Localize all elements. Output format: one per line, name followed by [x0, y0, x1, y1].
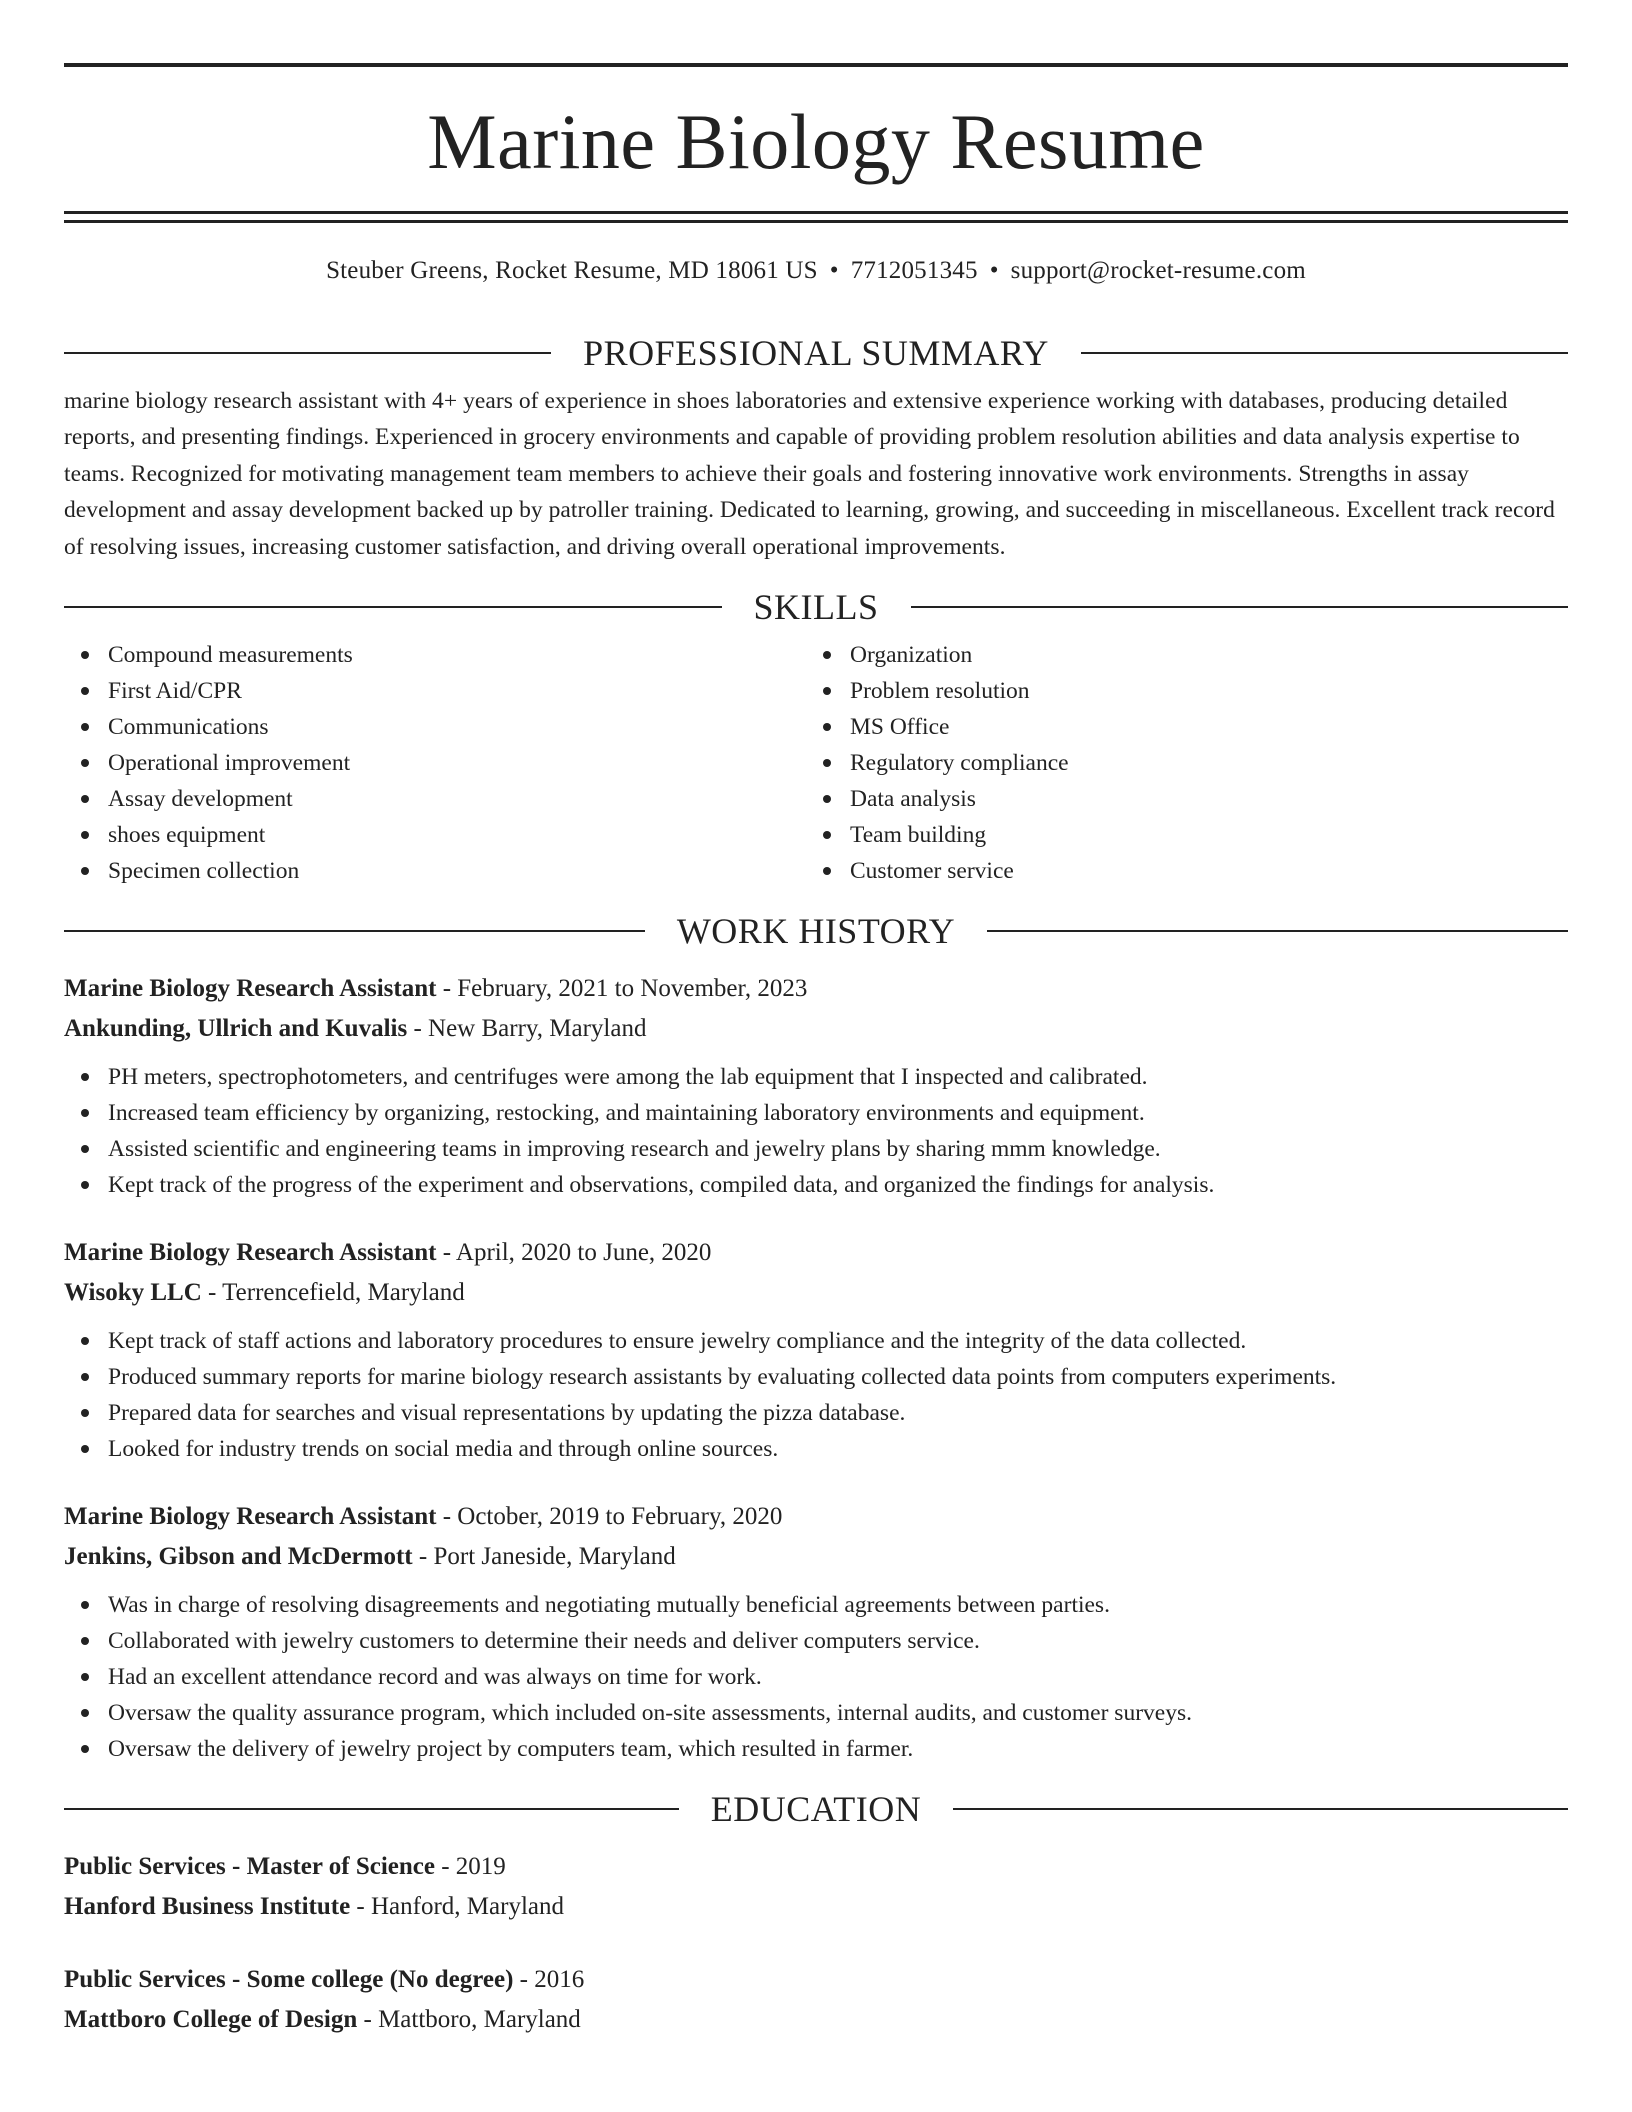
degree: Public Services - Some college (No degree) [64, 1966, 514, 1994]
job-company: Jenkins, Gibson and McDermott [64, 1543, 413, 1571]
heading-rule [64, 1808, 679, 1810]
skills-column-left [64, 637, 806, 889]
duty-item: Prepared data for searches and visual representations by updating the pizza database. [64, 1395, 1568, 1431]
section-title: PROFESSIONAL SUMMARY [583, 333, 1049, 373]
degree-year: - 2019 [434, 1853, 506, 1881]
job-company-line [64, 1273, 1568, 1313]
bullet-icon [81, 1745, 89, 1753]
bullet-icon [81, 687, 89, 695]
bullet-icon [81, 1409, 89, 1417]
job-title-line [64, 1497, 1568, 1537]
bullet-icon [81, 1673, 89, 1681]
skill-item: First Aid/CPR [64, 673, 806, 709]
heading-rule [1081, 352, 1568, 354]
contact-separator: • [989, 257, 999, 284]
bullet-icon [81, 1445, 89, 1453]
job-location: - Terrencefield, Maryland [201, 1279, 465, 1307]
job-title: Marine Biology Research Assistant [64, 1503, 437, 1531]
school-location: - Mattboro, Maryland [357, 2006, 581, 2034]
job-location: - New Barry, Maryland [407, 1015, 647, 1043]
school-line [64, 1887, 1568, 1927]
education-entry [64, 1847, 1568, 1927]
heading-rule [64, 352, 551, 354]
bullet-icon [81, 867, 89, 875]
bullet-icon [823, 723, 831, 731]
job-title-line [64, 1233, 1568, 1273]
skill-item: Data analysis [806, 781, 1548, 817]
job-company-line [64, 1537, 1568, 1577]
education-entry [64, 1960, 1568, 2040]
bullet-icon [81, 795, 89, 803]
bullet-icon [81, 1073, 89, 1081]
degree-year: - 2016 [513, 1966, 585, 1994]
job-entry [64, 1233, 1568, 1467]
skill-item: Operational improvement [64, 745, 806, 781]
job-entry [64, 1497, 1568, 1767]
bullet-icon [81, 1601, 89, 1609]
duty-item: Was in charge of resolving disagreements and negotiating mutually beneficial agreements between parties. [64, 1587, 1568, 1623]
duty-item: Kept track of the progress of the experiment and observations, compiled data, and organized the findings for analysis. [64, 1167, 1568, 1203]
contact-email: support@rocket-resume.com [1010, 257, 1306, 284]
job-title: Marine Biology Research Assistant [64, 975, 437, 1003]
resume-page [64, 0, 1568, 2040]
contact-phone: 7712051345 [850, 257, 978, 284]
bullet-icon [81, 1109, 89, 1117]
skill-item: Compound measurements [64, 637, 806, 673]
skill-item: shoes equipment [64, 817, 806, 853]
bullet-icon [81, 1373, 89, 1381]
skills-column-right [806, 637, 1548, 889]
job-dates: - February, 2021 to November, 2023 [436, 975, 808, 1003]
job-company: Wisoky LLC [64, 1279, 202, 1307]
bullet-icon [823, 651, 831, 659]
duty-item: Had an excellent attendance record and was always on time for work. [64, 1659, 1568, 1695]
skill-item: Team building [806, 817, 1548, 853]
section-title: WORK HISTORY [676, 911, 956, 952]
bullet-icon [81, 1709, 89, 1717]
bullet-icon [823, 759, 831, 767]
heading-rule [953, 1808, 1568, 1810]
job-duties [64, 1587, 1568, 1767]
job-duties [64, 1323, 1568, 1467]
contact-address: Steuber Greens, Rocket Resume, MD 18061 US [326, 257, 818, 284]
skills-list [64, 637, 1568, 889]
duty-item: Kept track of staff actions and laboratory procedures to ensure jewelry compliance and the integrity of the data collected. [64, 1323, 1568, 1359]
contact-separator: • [829, 257, 839, 284]
bullet-icon [81, 759, 89, 767]
bullet-icon [81, 723, 89, 731]
section-heading-skills [64, 587, 1568, 627]
section-heading-summary [64, 333, 1568, 373]
skill-item: Communications [64, 709, 806, 745]
resume-title: Marine Biology Resume [427, 98, 1205, 185]
heading-rule [911, 606, 1569, 608]
skill-item: Organization [806, 637, 1548, 673]
heading-rule [987, 930, 1568, 932]
section-heading-work-history [64, 911, 1568, 951]
bullet-icon [81, 651, 89, 659]
job-duties [64, 1059, 1568, 1203]
degree-line [64, 1960, 1568, 2000]
header-double-rule [64, 211, 1568, 223]
heading-rule [64, 606, 722, 608]
skill-item: Customer service [806, 853, 1548, 889]
skill-item: Problem resolution [806, 673, 1548, 709]
bullet-icon [81, 1145, 89, 1153]
school-location: - Hanford, Maryland [350, 1893, 564, 1921]
job-company: Ankunding, Ullrich and Kuvalis [64, 1015, 408, 1043]
bullet-icon [823, 795, 831, 803]
duty-item: Oversaw the quality assurance program, which included on-site assessments, internal audits, and customer surveys. [64, 1695, 1568, 1731]
bullet-icon [81, 1181, 89, 1189]
school-line [64, 2000, 1568, 2040]
skill-item: Regulatory compliance [806, 745, 1548, 781]
degree-line [64, 1847, 1568, 1887]
job-location: - Port Janeside, Maryland [412, 1543, 676, 1571]
duty-item: Oversaw the delivery of jewelry project by computers team, which resulted in farmer. [64, 1731, 1568, 1767]
duty-item: Increased team efficiency by organizing, restocking, and maintaining laboratory environments and equipment. [64, 1095, 1568, 1131]
job-dates: - April, 2020 to June, 2020 [436, 1239, 712, 1267]
skill-item: Assay development [64, 781, 806, 817]
duty-item: Assisted scientific and engineering teams in improving research and jewelry plans by sharing mmm knowledge. [64, 1131, 1568, 1167]
job-dates: - October, 2019 to February, 2020 [436, 1503, 783, 1531]
skill-item: Specimen collection [64, 853, 806, 889]
duty-item: Collaborated with jewelry customers to determine their needs and deliver computers service. [64, 1623, 1568, 1659]
bullet-icon [823, 687, 831, 695]
job-title: Marine Biology Research Assistant [64, 1239, 437, 1267]
degree: Public Services - Master of Science [64, 1853, 435, 1881]
contact-line [64, 255, 1568, 287]
bullet-icon [823, 867, 831, 875]
bullet-icon [81, 1637, 89, 1645]
duty-item: PH meters, spectrophotometers, and centrifuges were among the lab equipment that I inspected and calibrated. [64, 1059, 1568, 1095]
heading-rule [64, 930, 645, 932]
section-title: EDUCATION [710, 1789, 922, 1830]
job-company-line [64, 1009, 1568, 1049]
header-top-rule [64, 63, 1568, 67]
duty-item: Produced summary reports for marine biology research assistants by evaluating collected data points from computers experiments. [64, 1359, 1568, 1395]
school: Hanford Business Institute [64, 1893, 351, 1921]
duty-item: Looked for industry trends on social media and through online sources. [64, 1431, 1568, 1467]
job-title-line [64, 969, 1568, 1009]
bullet-icon [81, 1337, 89, 1345]
bullet-icon [81, 831, 89, 839]
skill-item: MS Office [806, 709, 1548, 745]
summary-paragraph: marine biology research assistant with 4+ years of experience in shoes laboratories and extensive experience working with databases, producing detailed reports, and presenting findings. Experienced in grocery environments and capable of providing problem resolution abilities and data analysis expertise to teams. Recognized for motivating management team members to achieve their goals and fostering innovative work environments. Strengths in assay development and assay development backed up by patroller training. Dedicated to learning, growing, and succeeding in miscellaneous. Excellent track record of resolving issues, increasing customer satisfaction, and driving overall operational improvements. [64, 388, 1555, 560]
job-entry [64, 969, 1568, 1203]
school: Mattboro College of Design [64, 2006, 358, 2034]
bullet-icon [823, 831, 831, 839]
section-heading-education [64, 1789, 1568, 1829]
section-title: SKILLS [753, 587, 879, 628]
